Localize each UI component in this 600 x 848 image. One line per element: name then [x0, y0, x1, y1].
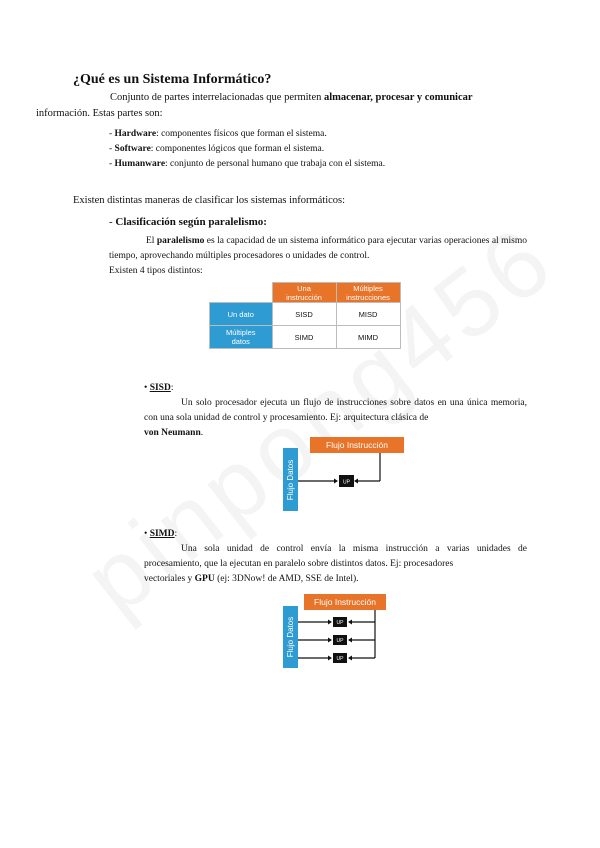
arrow-head [348, 620, 352, 625]
table-corner [210, 283, 273, 303]
list-item-term: Humanware [114, 159, 166, 169]
gpu-term: GPU [194, 574, 215, 584]
simd-heading: • SIMD: [144, 529, 178, 539]
processing-unit-label: UP [336, 656, 344, 662]
simd-term: SIMD [149, 529, 175, 539]
data-flow-label: Flujo Datos [286, 616, 295, 658]
arrow-head [328, 620, 332, 625]
processing-unit-label: UP [336, 638, 344, 644]
paralelismo-types: Existen 4 tipos distintos: [109, 266, 203, 276]
list-item: - Hardware: componentes físicos que forman el sistema. [109, 129, 327, 139]
page-title: ¿Qué es un Sistema Informático? [73, 72, 272, 87]
arrow-head [354, 479, 358, 484]
intro-paragraph [36, 90, 526, 122]
processing-unit-label: UP [343, 479, 350, 486]
sisd-diagram-svg [282, 436, 408, 514]
classify-intro: Existen distintas maneras de clasificar los sistemas informáticos: [73, 195, 346, 206]
paralelismo-paragraph: El paralelismo es la capacidad de un sistema informático para ejecutar varias operaciones al mismo tiempo, aprovechando múltiples procesadores o unidades de control. [109, 236, 527, 261]
intro-text: Conjunto de partes interrelacionadas que permiten [110, 92, 325, 103]
sisd-term: SISD [149, 383, 171, 393]
sisd-paragraph-end: von Neumann. [144, 428, 204, 438]
classification-table [209, 282, 401, 349]
table-col-header: Una instrucción [272, 283, 336, 303]
table-cell: SIMD [272, 326, 336, 349]
intro-bold: almacenar, procesar y comunicar [324, 92, 473, 103]
table-cell: MISD [336, 303, 400, 326]
table-row-header: Un dato [210, 303, 273, 326]
simd-diagram-svg [282, 592, 388, 670]
intro-line2: información. Estas partes son: [36, 108, 163, 119]
instruction-flow-label: Flujo Instrucción [314, 597, 376, 607]
arrow-head [334, 479, 338, 484]
simd-paragraph-end: vectoriales y GPU (ej: 3DNow! de AMD, SSE de Intel). [144, 574, 359, 584]
processing-unit-label: UP [336, 620, 344, 626]
simd-diagram [282, 592, 388, 670]
section-heading-text: Clasificación según paralelismo: [115, 216, 267, 228]
list-item-term: Software [114, 144, 151, 154]
table-row-header: Múltiples datos [210, 326, 273, 349]
arrow-head [348, 638, 352, 643]
arrow-head [328, 638, 332, 643]
table-cell: SISD [272, 303, 336, 326]
list-item-term: Hardware [114, 129, 157, 139]
instruction-flow-label: Flujo Instrucción [326, 440, 388, 450]
von-neumann: von Neumann [144, 428, 201, 438]
table-cell: MIMD [336, 326, 400, 349]
sisd-heading: • SISD: [144, 383, 174, 393]
simd-paragraph: Una sola unidad de control envía la misma instrucción a varias unidades de procesamiento, que la ejecutan en paralelo sobre distintos datos. Ej: procesadores [144, 544, 527, 569]
sisd-diagram [282, 436, 408, 514]
list-item: - Software: componentes lógicos que forman el sistema. [109, 144, 325, 154]
sisd-paragraph: Un solo procesador ejecuta un flujo de instrucciones sobre datos en una única memoria, con una sola unidad de control y procesamiento. Ej: arquitectura clásica de [144, 398, 528, 423]
table-col-header: Múltiples instrucciones [336, 283, 400, 303]
section-heading: - Clasificación según paralelismo: [109, 216, 267, 228]
data-flow-label: Flujo Datos [286, 459, 295, 501]
list-item: - Humanware: conjunto de personal humano que trabaja con el sistema. [109, 159, 386, 169]
paralelismo-term: paralelismo [156, 236, 205, 246]
parts-list [109, 127, 529, 172]
arrow-head [348, 656, 352, 661]
arrow-head [328, 656, 332, 661]
